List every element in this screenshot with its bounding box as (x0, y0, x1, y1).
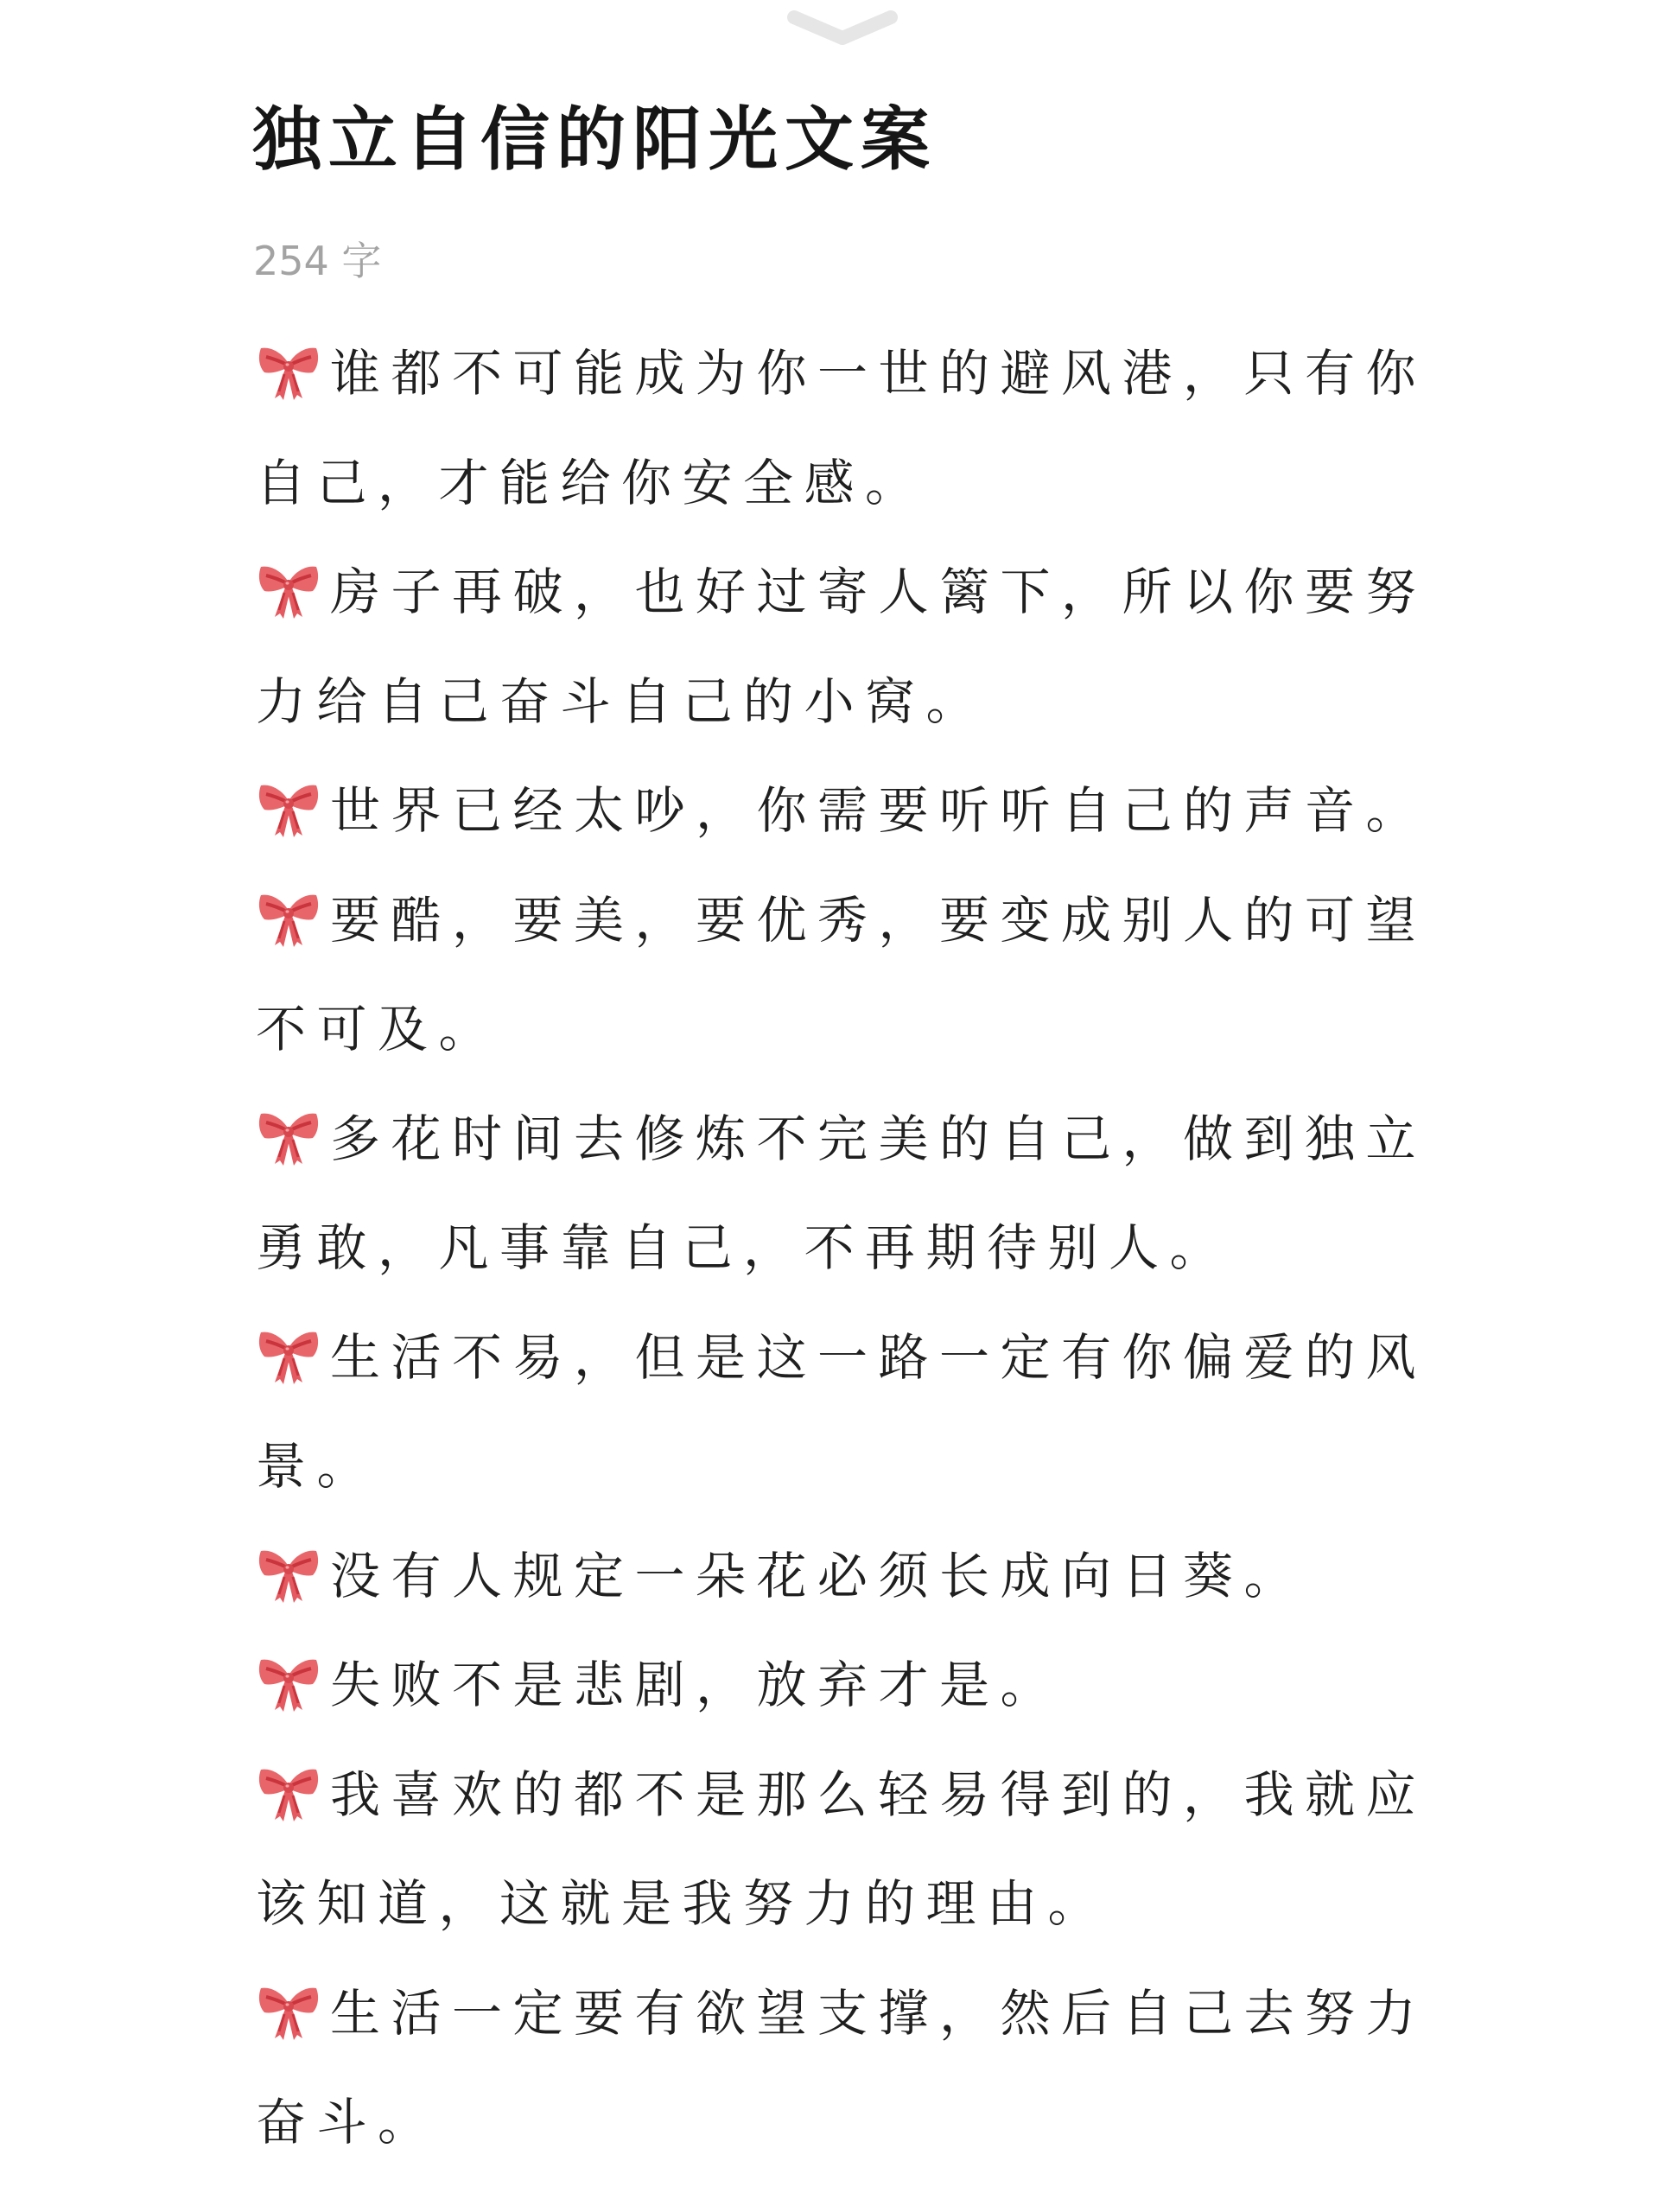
paragraph-6-line-1 (256, 1303, 1431, 1413)
paragraph-1-line-2 (256, 429, 1431, 538)
paragraph-9-line-2 (256, 1849, 1431, 1959)
paragraph-7-line-1 (256, 1522, 1431, 1631)
paragraph-8-line-1 (256, 1630, 1431, 1740)
paragraph-text: 我喜欢的都不是那么轻易得到的，我就应 (330, 1764, 1427, 1824)
paragraph-text: 没有人规定一朵花必须长成向日葵。 (330, 1546, 1306, 1605)
page-title: 独立自信的阳光文案 (252, 99, 937, 180)
paragraph-text: 多花时间去修炼不完美的自己，做到独立 (330, 1109, 1427, 1168)
paragraph-3-line-1 (256, 756, 1431, 866)
paragraph-text: 自己，才能给你安全感。 (256, 453, 926, 512)
paragraph-5-line-1 (256, 1084, 1431, 1194)
paragraph-6-line-2 (256, 1412, 1431, 1522)
ribbon-bow-icon (256, 563, 321, 620)
paragraph-5-line-2 (256, 1193, 1431, 1303)
ribbon-bow-icon (256, 1656, 321, 1713)
paragraph-10-line-2 (256, 2068, 1431, 2177)
paragraph-text: 生活一定要有欲望支撑，然后自己去努力 (330, 1983, 1427, 2043)
paragraph-4-line-1 (256, 866, 1431, 976)
paragraph-1-line-1 (256, 319, 1431, 429)
paragraph-text: 力给自己奋斗自己的小窝。 (256, 671, 988, 731)
ribbon-bow-icon (256, 1329, 321, 1386)
ribbon-bow-icon (256, 1985, 321, 2042)
paragraph-text: 奋斗。 (256, 2093, 439, 2152)
paragraph-text: 谁都不可能成为你一世的避风港，只有你 (330, 344, 1427, 403)
paragraph-text: 勇敢，凡事靠自己，不再期待别人。 (256, 1218, 1231, 1277)
paragraph-text: 房子再破，也好过寄人篱下，所以你要努 (330, 563, 1427, 621)
ribbon-bow-icon (256, 1766, 321, 1823)
paragraph-text: 不可及。 (256, 1000, 500, 1058)
paragraph-9-line-1 (256, 1740, 1431, 1850)
ribbon-bow-icon (256, 782, 321, 839)
ribbon-bow-icon (256, 892, 321, 949)
ribbon-bow-icon (256, 1548, 321, 1605)
paragraph-2-line-2 (256, 647, 1431, 757)
paragraph-2-line-1 (256, 537, 1431, 647)
ribbon-bow-icon (256, 1110, 321, 1167)
chevron-down-icon[interactable] (782, 7, 903, 48)
ribbon-bow-icon (256, 345, 321, 402)
paragraph-text: 景。 (256, 1437, 378, 1496)
paragraph-10-line-1 (256, 1959, 1431, 2069)
paragraph-text: 该知道，这就是我努力的理由。 (256, 1874, 1109, 1933)
paragraph-4-line-2 (256, 975, 1431, 1084)
word-count: 254 字 (253, 238, 382, 284)
paragraph-text: 世界已经太吵，你需要听听自己的声音。 (330, 781, 1427, 840)
paragraph-text: 失败不是悲剧，放弃才是。 (330, 1656, 1062, 1714)
note-body[interactable] (256, 319, 1431, 2177)
paragraph-text: 生活不易，但是这一路一定有你偏爱的风 (330, 1327, 1427, 1387)
paragraph-text: 要酷，要美，要优秀，要变成别人的可望 (330, 890, 1427, 950)
